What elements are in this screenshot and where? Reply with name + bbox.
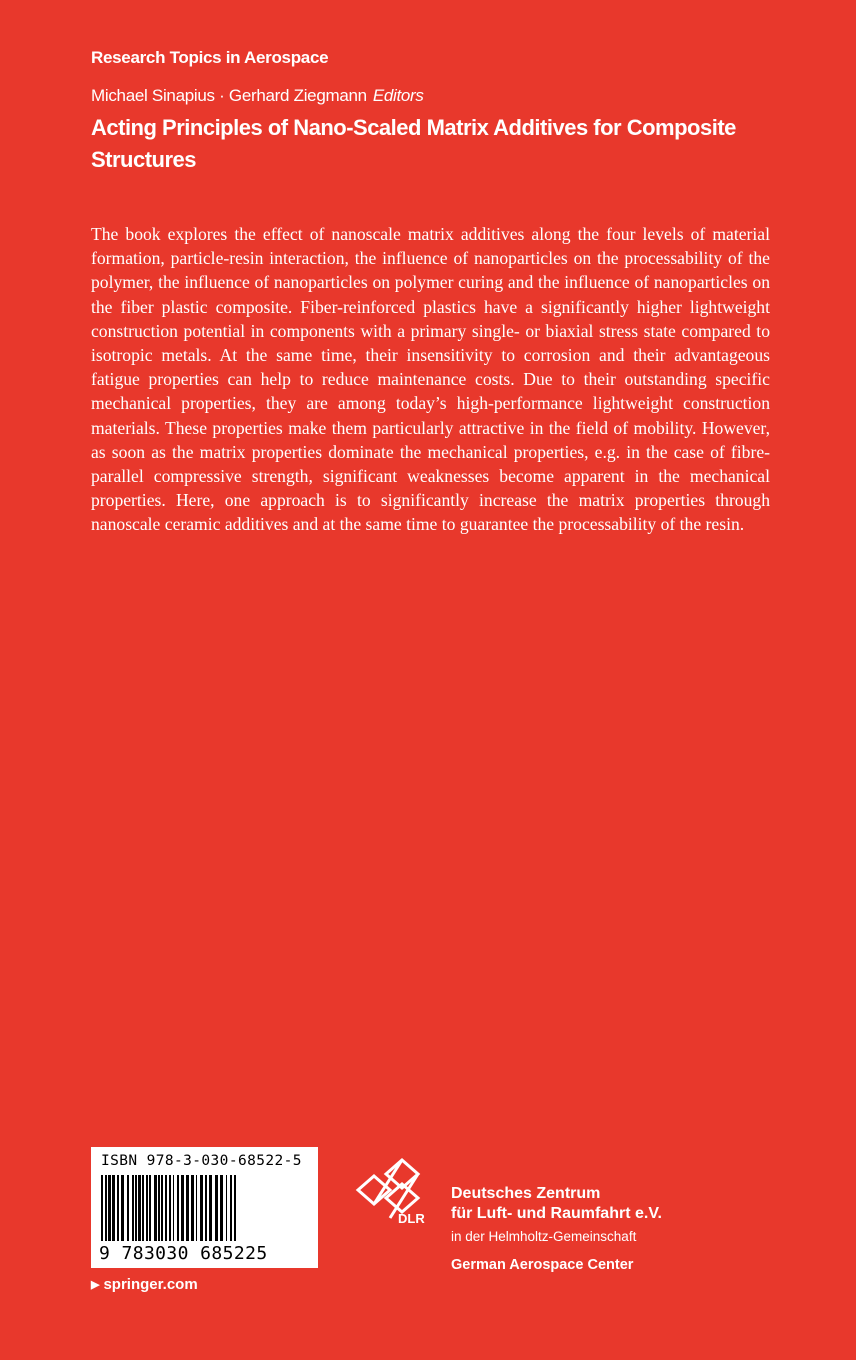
barcode-bar xyxy=(108,1175,111,1241)
barcode-bar xyxy=(135,1175,137,1241)
isbn-barcode xyxy=(91,1147,318,1268)
book-description: The book explores the effect of nanoscale matrix additives along the four levels of material formation, particle-resin interaction, the influence of nanoparticles on the processability of the polymer, the influence of nanoparticles on polymer curing and the influence of nanoparticles on the fiber plastic composite. Fiber-reinforced plastics have a significantly higher lightweight construction potential in components with a primary single- or biaxial stress state compared to isotropic metals. At the same time, their insensitivity to corrosion and their advantageous fatigue properties can help to reduce maintenance costs. Due to their outstanding specific mechanical properties, they are among today’s high-performance lightweight construction materials. These properties make them particularly attractive in the field of mobility. However, as soon as the matrix properties dominate the mechanical properties, e.g. in the case of fibre-parallel compressive strength, significant weaknesses become apparent in the mechanical properties. Here, one approach is to significantly increase the matrix properties through nanoscale ceramic additives and at the same time to guarantee the processability of the resin. xyxy=(91,224,770,535)
barcode-bar xyxy=(132,1175,134,1241)
barcode-bar xyxy=(226,1175,227,1241)
barcode-bars xyxy=(99,1175,309,1243)
barcode-bar xyxy=(209,1175,212,1241)
barcode-bar xyxy=(165,1175,167,1241)
barcode-bar xyxy=(127,1175,129,1241)
barcode-bar xyxy=(138,1175,141,1241)
barcode-bar xyxy=(154,1175,157,1241)
barcode-bar xyxy=(191,1175,194,1241)
dlr-name xyxy=(451,1184,662,1224)
barcode-bar xyxy=(142,1175,144,1241)
barcode-bar xyxy=(186,1175,189,1241)
barcode-bar xyxy=(230,1175,232,1241)
barcode-bar xyxy=(105,1175,107,1241)
barcode-bar xyxy=(169,1175,171,1241)
barcode-digits: 9 783030 685225 xyxy=(99,1243,268,1264)
dlr-name-line1: Deutsches Zentrum xyxy=(451,1185,601,1202)
arrow-right-icon: ▶ xyxy=(91,1279,100,1291)
barcode-bar xyxy=(200,1175,203,1241)
dlr-logo-text: DLR xyxy=(398,1211,425,1226)
book-title: Acting Principles of Nano-Scaled Matrix Additives for Composite Structures xyxy=(91,115,736,172)
barcode-bar xyxy=(177,1175,179,1241)
dlr-logo xyxy=(354,1156,444,1226)
editors-role: Editors xyxy=(372,86,424,105)
barcode-bar xyxy=(117,1175,119,1241)
barcode-bar xyxy=(161,1175,163,1241)
barcode-bar xyxy=(220,1175,223,1241)
isbn-label: ISBN 978-3-030-68522-5 xyxy=(101,1153,302,1169)
barcode-bar xyxy=(112,1175,115,1241)
barcode-bar xyxy=(215,1175,218,1241)
dlr-name-line2: für Luft- und Raumfahrt e.V. xyxy=(451,1205,662,1222)
springer-link-text: springer.com xyxy=(103,1276,198,1293)
barcode-bar xyxy=(149,1175,151,1241)
dlr-english-name: German Aerospace Center xyxy=(451,1257,634,1273)
barcode-bar xyxy=(158,1175,160,1241)
springer-link[interactable] xyxy=(91,1276,198,1293)
barcode-bar xyxy=(173,1175,174,1241)
editors-line xyxy=(91,86,424,106)
barcode-bar xyxy=(234,1175,236,1241)
editor-names: Michael Sinapius · Gerhard Ziegmann xyxy=(91,86,367,105)
barcode-bar xyxy=(205,1175,207,1241)
barcode-bar xyxy=(121,1175,124,1241)
barcode-bar xyxy=(101,1175,103,1241)
barcode-bar xyxy=(181,1175,184,1241)
barcode-bar xyxy=(146,1175,148,1241)
series-name: Research Topics in Aerospace xyxy=(91,48,329,67)
barcode-bar xyxy=(196,1175,197,1241)
dlr-subtitle: in der Helmholtz-Gemeinschaft xyxy=(451,1229,637,1244)
